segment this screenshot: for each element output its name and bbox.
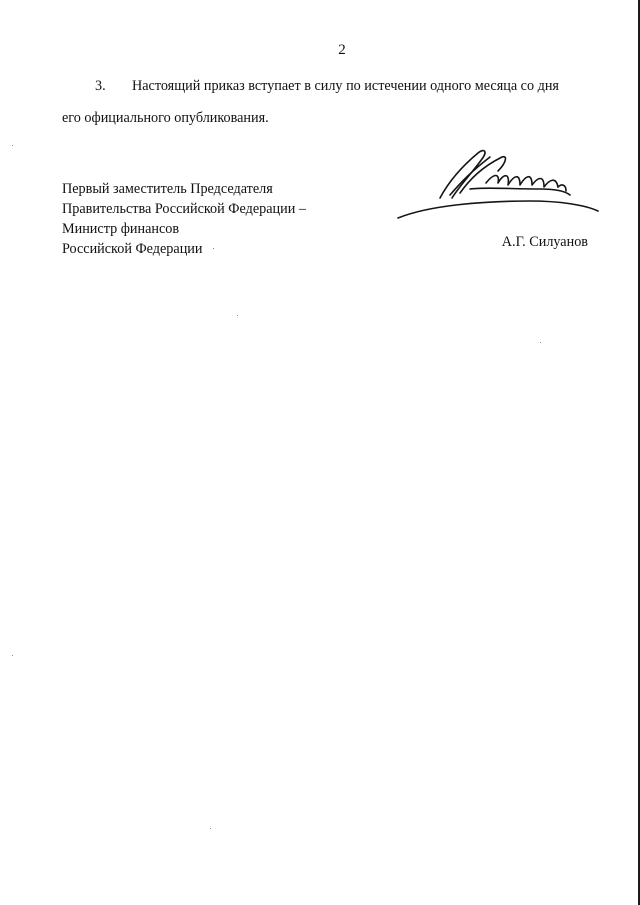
signatory-title-line: Министр финансов bbox=[62, 221, 180, 237]
handwritten-signature bbox=[390, 143, 610, 228]
signatory-title-line: Российской Федерации bbox=[62, 241, 203, 257]
signatory-title bbox=[62, 179, 306, 259]
scan-speck bbox=[540, 342, 541, 343]
scan-speck bbox=[237, 315, 238, 316]
scan-speck bbox=[210, 828, 211, 829]
scan-speck bbox=[213, 248, 214, 249]
scan-speck bbox=[12, 655, 13, 656]
signatory-title-line: Первый заместитель Председателя bbox=[62, 181, 273, 197]
signatory-name: А.Г. Силуанов bbox=[501, 234, 588, 250]
signatory-title-line: Правительства Российской Федерации – bbox=[62, 201, 306, 217]
scan-speck bbox=[12, 145, 13, 146]
paragraph-line-2: его официального опубликования. bbox=[62, 110, 269, 126]
paragraph-3 bbox=[62, 70, 597, 134]
paragraph-number: 3. bbox=[95, 78, 106, 94]
paragraph-line-1 bbox=[62, 70, 597, 102]
page-number: 2 bbox=[338, 42, 346, 58]
paragraph-text-1: Настоящий приказ вступает в силу по истечении одного месяца со дня bbox=[132, 78, 559, 94]
